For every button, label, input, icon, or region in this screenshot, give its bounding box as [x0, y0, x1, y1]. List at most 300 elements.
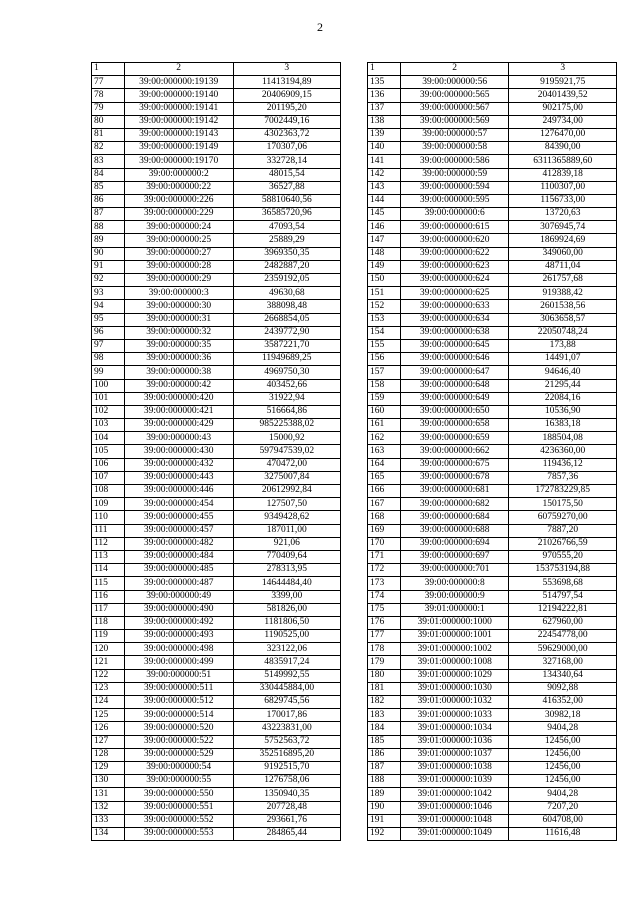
cadastral-table-left: [91, 62, 341, 841]
cadastral-number-cell: 39:00:000000:57: [400, 128, 509, 141]
cadastral-number-cell: 39:00:000000:6: [400, 208, 509, 221]
row-number-cell: 113: [92, 550, 125, 563]
row-number-cell: 78: [92, 89, 125, 102]
value-cell: 3399,00: [233, 590, 340, 603]
value-cell: 403452,66: [233, 379, 340, 392]
table-row: [92, 735, 341, 748]
cadastral-number-cell: 39:00:000000:55: [124, 775, 233, 788]
value-cell: 60759270,00: [509, 511, 617, 524]
value-cell: 127507,50: [233, 498, 340, 511]
value-cell: 31922,94: [233, 392, 340, 405]
cadastral-table-right: [367, 62, 617, 841]
table-row: [92, 313, 341, 326]
row-number-cell: 120: [92, 643, 125, 656]
table-row: [92, 682, 341, 695]
cadastral-number-cell: 39:01:000000:1049: [400, 827, 509, 840]
table-row: [368, 537, 617, 550]
value-cell: 1190525,00: [233, 630, 340, 643]
row-number-cell: 122: [92, 669, 125, 682]
table-row: [368, 458, 617, 471]
value-cell: 22050748,24: [509, 326, 617, 339]
value-cell: 985225388,02: [233, 419, 340, 432]
row-number-cell: 137: [368, 102, 401, 115]
table-row: [368, 761, 617, 774]
value-cell: 332728,14: [233, 155, 340, 168]
table-row: [92, 142, 341, 155]
value-cell: 119436,12: [509, 458, 617, 471]
row-number-cell: 97: [92, 339, 125, 352]
value-cell: 21295,44: [509, 379, 617, 392]
value-cell: 36585720,96: [233, 208, 340, 221]
cadastral-number-cell: 39:01:000000:1002: [400, 643, 509, 656]
cadastral-number-cell: 39:00:000000:457: [124, 524, 233, 537]
table-row: [92, 432, 341, 445]
table-row: [92, 801, 341, 814]
cadastral-number-cell: 39:00:000000:514: [124, 709, 233, 722]
row-number-cell: 87: [92, 208, 125, 221]
cadastral-number-cell: 39:01:000000:1029: [400, 669, 509, 682]
value-cell: 3275007,84: [233, 471, 340, 484]
table-row: [368, 630, 617, 643]
value-cell: 22084,16: [509, 392, 617, 405]
cadastral-number-cell: 39:00:000000:2: [124, 168, 233, 181]
table-row: [368, 590, 617, 603]
row-number-cell: 83: [92, 155, 125, 168]
table-row: [368, 748, 617, 761]
cadastral-number-cell: 39:00:000000:446: [124, 485, 233, 498]
table-row: [368, 471, 617, 484]
value-cell: 12194222,81: [509, 603, 617, 616]
value-cell: 388098,48: [233, 300, 340, 313]
cadastral-number-cell: 39:00:000000:22: [124, 181, 233, 194]
table-row: [368, 181, 617, 194]
row-number-cell: 116: [92, 590, 125, 603]
table-header-row: [92, 63, 341, 76]
value-cell: 170307,06: [233, 142, 340, 155]
value-cell: 278313,95: [233, 564, 340, 577]
row-number-cell: 127: [92, 735, 125, 748]
value-cell: 604708,00: [509, 814, 617, 827]
cadastral-number-cell: 39:00:000000:35: [124, 339, 233, 352]
table-row: [368, 524, 617, 537]
row-number-cell: 82: [92, 142, 125, 155]
cadastral-number-cell: 39:00:000000:58: [400, 142, 509, 155]
table-row: [368, 353, 617, 366]
value-cell: 470472,00: [233, 458, 340, 471]
table-row: [92, 485, 341, 498]
table-row: [92, 89, 341, 102]
cadastral-number-cell: 39:00:000000:633: [400, 300, 509, 313]
row-number-cell: 91: [92, 260, 125, 273]
row-number-cell: 81: [92, 128, 125, 141]
row-number-cell: 163: [368, 445, 401, 458]
row-number-cell: 115: [92, 577, 125, 590]
cadastral-number-cell: 39:00:000000:49: [124, 590, 233, 603]
value-cell: 36527,88: [233, 181, 340, 194]
cadastral-number-cell: 39:00:000000:529: [124, 748, 233, 761]
table-row: [368, 577, 617, 590]
cadastral-number-cell: 39:01:000000:1046: [400, 801, 509, 814]
table-row: [368, 801, 617, 814]
table-row: [92, 696, 341, 709]
value-cell: 188504,08: [509, 432, 617, 445]
row-number-cell: 178: [368, 643, 401, 656]
table-row: [368, 616, 617, 629]
value-cell: 20612992,84: [233, 485, 340, 498]
row-number-cell: 94: [92, 300, 125, 313]
table-row: [368, 392, 617, 405]
value-cell: 21026766,59: [509, 537, 617, 550]
value-cell: 9195921,75: [509, 76, 617, 89]
table-row: [92, 814, 341, 827]
cadastral-number-cell: 39:00:000000:54: [124, 761, 233, 774]
cadastral-number-cell: 39:00:000000:32: [124, 326, 233, 339]
table-header-row: [368, 63, 617, 76]
value-cell: 9192515,70: [233, 761, 340, 774]
value-cell: 5149992,55: [233, 669, 340, 682]
cadastral-number-cell: 39:00:000000:622: [400, 247, 509, 260]
row-number-cell: 114: [92, 564, 125, 577]
cadastral-number-cell: 39:00:000000:647: [400, 366, 509, 379]
row-number-cell: 156: [368, 353, 401, 366]
table-row: [368, 709, 617, 722]
table-row: [92, 458, 341, 471]
table-row: [368, 485, 617, 498]
cadastral-number-cell: 39:00:000000:684: [400, 511, 509, 524]
value-cell: 627960,00: [509, 616, 617, 629]
table-row: [92, 669, 341, 682]
table-row: [368, 326, 617, 339]
cadastral-number-cell: 39:00:000000:625: [400, 287, 509, 300]
table-row: [368, 115, 617, 128]
table-row: [368, 550, 617, 563]
table-row: [368, 827, 617, 840]
value-cell: 153753194,88: [509, 564, 617, 577]
value-cell: 6829745,56: [233, 696, 340, 709]
table-row: [92, 379, 341, 392]
row-number-cell: 124: [92, 696, 125, 709]
row-number-cell: 144: [368, 194, 401, 207]
table-row: [92, 748, 341, 761]
value-cell: 9092,88: [509, 682, 617, 695]
cadastral-number-cell: 39:00:000000:19139: [124, 76, 233, 89]
table-row: [368, 656, 617, 669]
row-number-cell: 174: [368, 590, 401, 603]
cadastral-number-cell: 39:00:000000:688: [400, 524, 509, 537]
table-row: [92, 181, 341, 194]
cadastral-number-cell: 39:00:000000:59: [400, 168, 509, 181]
value-cell: 1869924,69: [509, 234, 617, 247]
value-cell: 3587221,70: [233, 339, 340, 352]
row-number-cell: 85: [92, 181, 125, 194]
cadastral-number-cell: 39:00:000000:615: [400, 221, 509, 234]
cadastral-number-cell: 39:00:000000:31: [124, 313, 233, 326]
value-cell: 150175,50: [509, 498, 617, 511]
table-row: [368, 379, 617, 392]
row-number-cell: 171: [368, 550, 401, 563]
row-number-cell: 110: [92, 511, 125, 524]
value-cell: 1181806,50: [233, 616, 340, 629]
row-number-cell: 146: [368, 221, 401, 234]
value-cell: 20406909,15: [233, 89, 340, 102]
cadastral-number-cell: 39:00:000000:511: [124, 682, 233, 695]
value-cell: 84390,00: [509, 142, 617, 155]
row-number-cell: 180: [368, 669, 401, 682]
table-row: [92, 445, 341, 458]
cadastral-number-cell: 39:00:000000:229: [124, 208, 233, 221]
value-cell: 323122,06: [233, 643, 340, 656]
cadastral-number-cell: 39:00:000000:620: [400, 234, 509, 247]
table-row: [92, 564, 341, 577]
cadastral-number-cell: 39:00:000000:420: [124, 392, 233, 405]
row-number-cell: 138: [368, 115, 401, 128]
row-number-cell: 80: [92, 115, 125, 128]
table-row: [92, 366, 341, 379]
cadastral-number-cell: 39:01:000000:1038: [400, 761, 509, 774]
table-row: [368, 643, 617, 656]
row-number-cell: 145: [368, 208, 401, 221]
row-number-cell: 177: [368, 630, 401, 643]
row-number-cell: 133: [92, 814, 125, 827]
row-number-cell: 130: [92, 775, 125, 788]
table-row: [92, 221, 341, 234]
cadastral-number-cell: 39:01:000000:1033: [400, 709, 509, 722]
table-row: [92, 392, 341, 405]
cadastral-number-cell: 39:00:000000:662: [400, 445, 509, 458]
cadastral-number-cell: 39:00:000000:650: [400, 405, 509, 418]
table-row: [92, 630, 341, 643]
cadastral-number-cell: 39:00:000000:567: [400, 102, 509, 115]
cadastral-number-cell: 39:00:000000:553: [124, 827, 233, 840]
table-row: [92, 603, 341, 616]
column-header: 1: [92, 63, 125, 76]
value-cell: 284865,44: [233, 827, 340, 840]
cadastral-number-cell: 39:00:000000:29: [124, 274, 233, 287]
cadastral-number-cell: 39:00:000000:493: [124, 630, 233, 643]
row-number-cell: 89: [92, 234, 125, 247]
row-number-cell: 84: [92, 168, 125, 181]
column-header: 2: [400, 63, 509, 76]
value-cell: 249734,00: [509, 115, 617, 128]
table-row: [368, 274, 617, 287]
value-cell: 349060,00: [509, 247, 617, 260]
cadastral-number-cell: 39:00:000000:645: [400, 339, 509, 352]
table-row: [368, 419, 617, 432]
table-row: [92, 656, 341, 669]
row-number-cell: 161: [368, 419, 401, 432]
row-number-cell: 155: [368, 339, 401, 352]
value-cell: 49630,68: [233, 287, 340, 300]
value-cell: 58810640,56: [233, 194, 340, 207]
cadastral-number-cell: 39:00:000000:19149: [124, 142, 233, 155]
table-row: [92, 643, 341, 656]
table-row: [368, 366, 617, 379]
cadastral-number-cell: 39:00:000000:38: [124, 366, 233, 379]
cadastral-number-cell: 39:00:000000:682: [400, 498, 509, 511]
row-number-cell: 77: [92, 76, 125, 89]
table-row: [368, 247, 617, 260]
cadastral-number-cell: 39:00:000000:649: [400, 392, 509, 405]
cadastral-number-cell: 39:00:000000:520: [124, 722, 233, 735]
column-header: 1: [368, 63, 401, 76]
value-cell: 3969350,35: [233, 247, 340, 260]
cadastral-number-cell: 39:00:000000:19140: [124, 89, 233, 102]
row-number-cell: 93: [92, 287, 125, 300]
table-row: [92, 155, 341, 168]
cadastral-number-cell: 39:00:000000:623: [400, 260, 509, 273]
cadastral-number-cell: 39:00:000000:51: [124, 669, 233, 682]
row-number-cell: 118: [92, 616, 125, 629]
table-row: [92, 616, 341, 629]
row-number-cell: 129: [92, 761, 125, 774]
row-number-cell: 111: [92, 524, 125, 537]
value-cell: 1156733,00: [509, 194, 617, 207]
row-number-cell: 151: [368, 287, 401, 300]
table-row: [92, 419, 341, 432]
value-cell: 2601538,56: [509, 300, 617, 313]
row-number-cell: 175: [368, 603, 401, 616]
row-number-cell: 101: [92, 392, 125, 405]
value-cell: 20401439,52: [509, 89, 617, 102]
cadastral-number-cell: 39:00:000000:25: [124, 234, 233, 247]
row-number-cell: 90: [92, 247, 125, 260]
table-row: [92, 208, 341, 221]
value-cell: 7857,36: [509, 471, 617, 484]
table-row: [368, 722, 617, 735]
table-row: [368, 102, 617, 115]
table-row: [368, 405, 617, 418]
cadastral-number-cell: 39:00:000000:36: [124, 353, 233, 366]
value-cell: 11949689,25: [233, 353, 340, 366]
cadastral-number-cell: 39:00:000000:492: [124, 616, 233, 629]
cadastral-number-cell: 39:00:000000:3: [124, 287, 233, 300]
cadastral-number-cell: 39:00:000000:19141: [124, 102, 233, 115]
table-row: [368, 128, 617, 141]
value-cell: 4302363,72: [233, 128, 340, 141]
table-row: [368, 603, 617, 616]
table-row: [92, 577, 341, 590]
value-cell: 12456,00: [509, 748, 617, 761]
cadastral-number-cell: 39:01:000000:1008: [400, 656, 509, 669]
table-row: [92, 405, 341, 418]
row-number-cell: 107: [92, 471, 125, 484]
table-row: [92, 524, 341, 537]
table-row: [92, 115, 341, 128]
cadastral-number-cell: 39:01:000000:1001: [400, 630, 509, 643]
row-number-cell: 172: [368, 564, 401, 577]
value-cell: 48015,54: [233, 168, 340, 181]
row-number-cell: 183: [368, 709, 401, 722]
row-number-cell: 136: [368, 89, 401, 102]
row-number-cell: 109: [92, 498, 125, 511]
cadastral-number-cell: 39:00:000000:484: [124, 550, 233, 563]
table-row: [368, 564, 617, 577]
value-cell: 9404,28: [509, 722, 617, 735]
cadastral-number-cell: 39:01:000000:1032: [400, 696, 509, 709]
value-cell: 201195,20: [233, 102, 340, 115]
value-cell: 3076945,74: [509, 221, 617, 234]
cadastral-number-cell: 39:00:000000:648: [400, 379, 509, 392]
value-cell: 12456,00: [509, 775, 617, 788]
table-row: [368, 76, 617, 89]
row-number-cell: 108: [92, 485, 125, 498]
cadastral-number-cell: 39:00:000000:27: [124, 247, 233, 260]
table-row: [92, 274, 341, 287]
table-row: [368, 260, 617, 273]
table-row: [92, 339, 341, 352]
row-number-cell: 153: [368, 313, 401, 326]
row-number-cell: 119: [92, 630, 125, 643]
cadastral-number-cell: 39:00:000000:19143: [124, 128, 233, 141]
value-cell: 25889,29: [233, 234, 340, 247]
row-number-cell: 166: [368, 485, 401, 498]
row-number-cell: 92: [92, 274, 125, 287]
value-cell: 553698,68: [509, 577, 617, 590]
row-number-cell: 181: [368, 682, 401, 695]
row-number-cell: 189: [368, 788, 401, 801]
value-cell: 12456,00: [509, 735, 617, 748]
row-number-cell: 100: [92, 379, 125, 392]
cadastral-number-cell: 39:01:000000:1000: [400, 616, 509, 629]
table-row: [92, 775, 341, 788]
cadastral-number-cell: 39:00:000000:701: [400, 564, 509, 577]
cadastral-number-cell: 39:00:000000:28: [124, 260, 233, 273]
row-number-cell: 132: [92, 801, 125, 814]
row-number-cell: 162: [368, 432, 401, 445]
column-header: 3: [233, 63, 340, 76]
cadastral-number-cell: 39:00:000000:19142: [124, 115, 233, 128]
table-row: [92, 550, 341, 563]
value-cell: 581826,00: [233, 603, 340, 616]
row-number-cell: 105: [92, 445, 125, 458]
cadastral-number-cell: 39:00:000000:443: [124, 471, 233, 484]
table-row: [368, 339, 617, 352]
value-cell: 4236360,00: [509, 445, 617, 458]
value-cell: 2668854,05: [233, 313, 340, 326]
table-row: [92, 722, 341, 735]
table-row: [368, 775, 617, 788]
cadastral-number-cell: 39:01:000000:1030: [400, 682, 509, 695]
table-row: [368, 208, 617, 221]
row-number-cell: 149: [368, 260, 401, 273]
cadastral-number-cell: 39:00:000000:454: [124, 498, 233, 511]
value-cell: 59629000,00: [509, 643, 617, 656]
row-number-cell: 182: [368, 696, 401, 709]
value-cell: 10536,90: [509, 405, 617, 418]
row-number-cell: 165: [368, 471, 401, 484]
table-row: [92, 102, 341, 115]
row-number-cell: 131: [92, 788, 125, 801]
row-number-cell: 169: [368, 524, 401, 537]
table-row: [368, 432, 617, 445]
row-number-cell: 176: [368, 616, 401, 629]
table-row: [368, 669, 617, 682]
value-cell: 7207,20: [509, 801, 617, 814]
value-cell: 47093,54: [233, 221, 340, 234]
value-cell: 7002449,16: [233, 115, 340, 128]
cadastral-number-cell: 39:00:000000:681: [400, 485, 509, 498]
row-number-cell: 159: [368, 392, 401, 405]
row-number-cell: 135: [368, 76, 401, 89]
table-row: [368, 814, 617, 827]
value-cell: 173,88: [509, 339, 617, 352]
value-cell: 6311365889,60: [509, 155, 617, 168]
table-row: [92, 128, 341, 141]
cadastral-number-cell: 39:00:000000:659: [400, 432, 509, 445]
cadastral-number-cell: 39:00:000000:586: [400, 155, 509, 168]
cadastral-number-cell: 39:00:000000:8: [400, 577, 509, 590]
value-cell: 11616,48: [509, 827, 617, 840]
